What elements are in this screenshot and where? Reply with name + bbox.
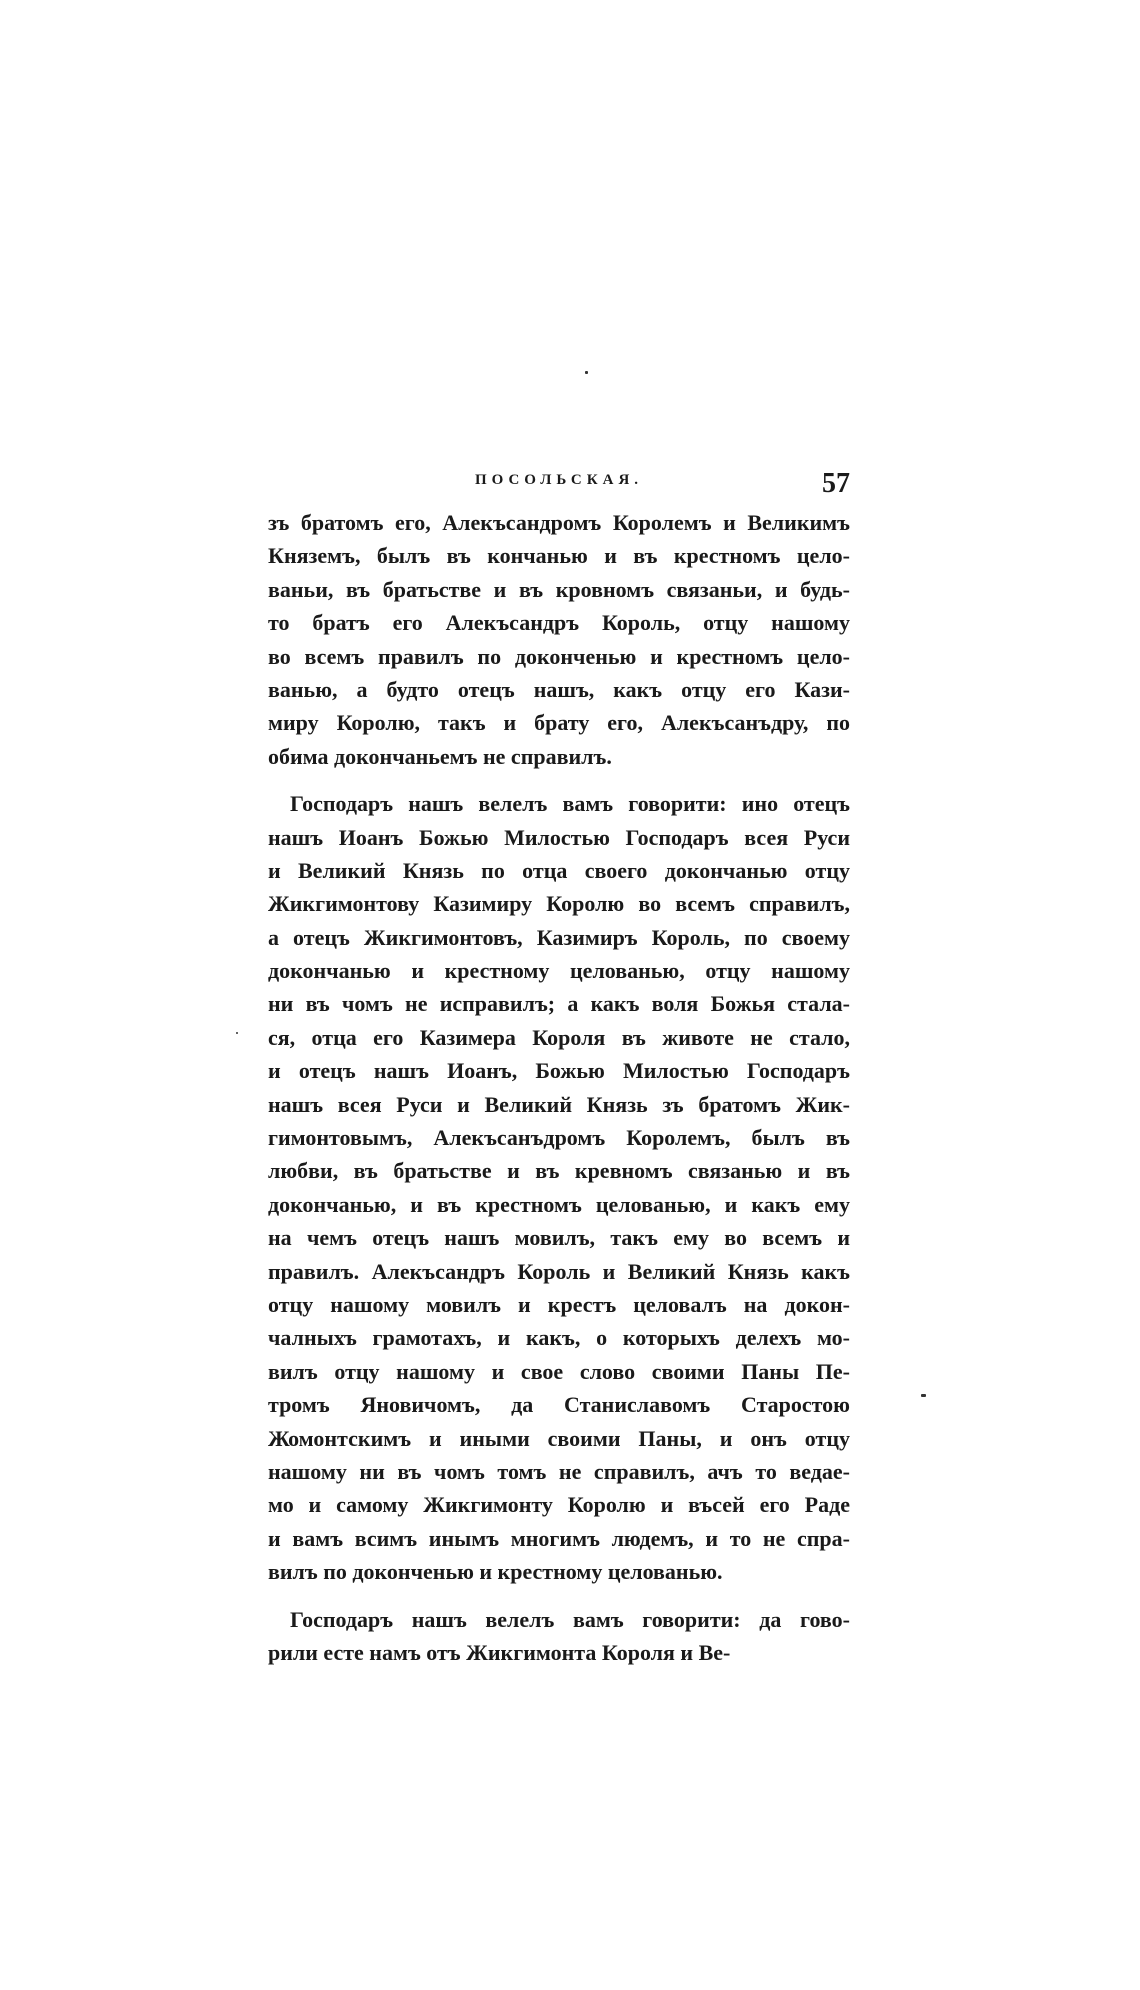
page-number: 57 (822, 468, 850, 499)
text-line: и отецъ нашъ Иоанъ, Божью Милостью Господаръ (268, 1058, 850, 1084)
text-line: миру Королю, такъ и брату его, Алекъсанъдру, по (268, 710, 850, 736)
text-line: тромъ Яновичомъ, да Станиславомъ Старостою (268, 1392, 850, 1418)
text-line: Господаръ нашъ велелъ вамъ говорити: ино отецъ (290, 791, 850, 817)
text-line: вилъ отцу нашому и свое слово своими Паны Пе- (268, 1358, 850, 1384)
ink-speck-margin (236, 1032, 238, 1034)
text-line: и вамъ всимъ инымъ многимъ людемъ, и то не спра- (268, 1525, 850, 1551)
text-line: ни въ чомъ не исправилъ; а какъ воля Божья стала- (268, 991, 850, 1017)
ink-speck-top (585, 371, 588, 374)
running-head (268, 468, 850, 504)
text-line: докончанью, и въ крестномъ целованью, и какъ ему (268, 1191, 850, 1217)
text-line: вилъ по доконченью и крестному целованью. (268, 1559, 723, 1585)
text-line: обима докончаньемъ не справилъ. (268, 743, 612, 769)
text-line: Княземъ, былъ въ кончанью и въ крестномъ цело- (268, 543, 850, 569)
running-title: ПОСОЛЬСКАЯ. (474, 472, 644, 488)
text-line: нашъ всея Руси и Великий Князь зъ братомъ Жик- (268, 1091, 850, 1117)
text-line: ваньи, въ братьстве и въ кровномъ связаньи, и будь- (268, 576, 850, 602)
text-line: нашому ни въ чомъ томъ не справилъ, ачъ то ведае- (268, 1458, 850, 1484)
text-line: во всемъ правилъ по доконченью и крестномъ цело- (268, 643, 850, 669)
text-line: Жикгимонтову Казимиру Королю во всемъ справилъ, (268, 891, 850, 917)
text-line: гимонтовымъ, Алекъсанъдромъ Королемъ, былъ въ (268, 1125, 850, 1151)
paragraph (268, 1603, 850, 1670)
text-line: Господаръ нашъ велелъ вамъ говорити: да гово- (290, 1606, 850, 1632)
text-line: чалныхъ грамотахъ, и какъ, о которыхъ делехъ мо- (268, 1325, 850, 1351)
paragraph (268, 787, 850, 1588)
text-line: ванью, а будто отецъ нашъ, какъ отцу его Кази- (268, 676, 850, 702)
text-line: Жомонтскимъ и иными своими Паны, и онъ отцу (268, 1425, 850, 1451)
text-line: на чемъ отецъ нашъ мовилъ, такъ ему во всемъ и (268, 1225, 850, 1251)
paragraph (268, 506, 850, 773)
text-line: и Великий Князь по отца своего докончанью отцу (268, 857, 850, 883)
text-line: мо и самому Жикгимонту Королю и въсей его Раде (268, 1492, 850, 1518)
text-line: нашъ Иоанъ Божью Милостью Господаръ всея Руси (268, 824, 850, 850)
text-line: докончанью и крестному целованью, отцу нашому (268, 958, 850, 984)
ink-speck-bottom (921, 1394, 926, 1397)
text-line: а отецъ Жикгимонтовъ, Казимиръ Король, по своему (268, 924, 850, 950)
text-line: зъ братомъ его, Алекъсандромъ Королемъ и Великимъ (268, 510, 850, 535)
text-line: отцу нашому мовилъ и крестъ целовалъ на докон- (268, 1291, 850, 1317)
text-line: ся, отца его Казимера Короля въ животе не стало, (268, 1024, 850, 1050)
text-line: правилъ. Алекъсандръ Король и Великий Князь какъ (268, 1258, 850, 1284)
text-line: любви, въ братьстве и въ кревномъ связанью и въ (268, 1158, 850, 1184)
text-line: рили есте намъ отъ Жикгимонта Короля и Ве- (268, 1639, 731, 1665)
text-line: то братъ его Алекъсандръ Король, отцу нашому (268, 610, 850, 636)
body-text (268, 506, 850, 1669)
